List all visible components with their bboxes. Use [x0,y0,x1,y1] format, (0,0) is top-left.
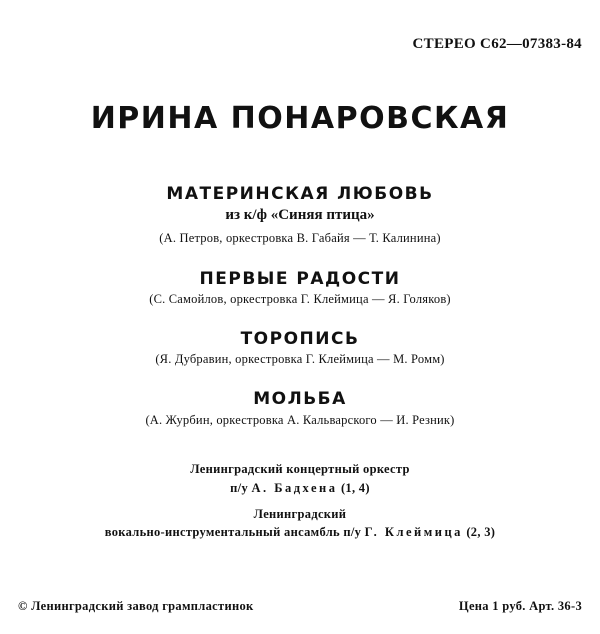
track-title: МОЛЬБА [253,389,347,409]
ensemble-conductor-line [0,525,600,540]
ensemble-prefix: вокально-инструментальный ансамбль п/у [104,525,362,539]
track-title: ПЕРВЫЕ РАДОСТИ [199,269,401,289]
price-article: Цена 1 руб. Арт. 36-3 [458,599,582,613]
orchestra-tracks: (1, 4) [340,481,370,495]
ensemble-line: Ленинградский [253,507,347,521]
ensemble-conductor: Г. Клеймица [364,525,463,539]
orchestra-prefix: п/у [230,481,248,495]
orchestra-line: Ленинградский концертный оркестр [190,462,410,476]
track-title: ТОРОПИСЬ [240,329,360,349]
artist-name: ИРИНА ПОНАРОВСКАЯ [90,101,510,136]
ensemble-tracks: (2, 3) [466,525,496,539]
track-credits: (А. Журбин, оркестровка А. Кальварского — И. Резник) [145,413,455,427]
track-title: МАТЕРИНСКАЯ ЛЮБОВЬ [166,184,434,204]
track-credits: (Я. Дубравин, оркестровка Г. Клеймица — М. Ромм) [155,352,445,366]
catalog-number: СТЕРЕО С62—07383-84 [412,36,582,52]
orchestra-conductor: А. Бадхена [251,481,338,495]
track-credits: (С. Самойлов, оркестровка Г. Клеймица — Я. Голяков) [149,292,451,306]
publisher-copyright: © Ленинградский завод грампластинок [18,599,254,613]
track-credits: (А. Петров, оркестровка В. Габайя — Т. Калинина) [159,231,441,245]
track-subtitle: из к/ф «Синяя птица» [225,207,375,223]
orchestra-conductor-line [0,481,600,496]
